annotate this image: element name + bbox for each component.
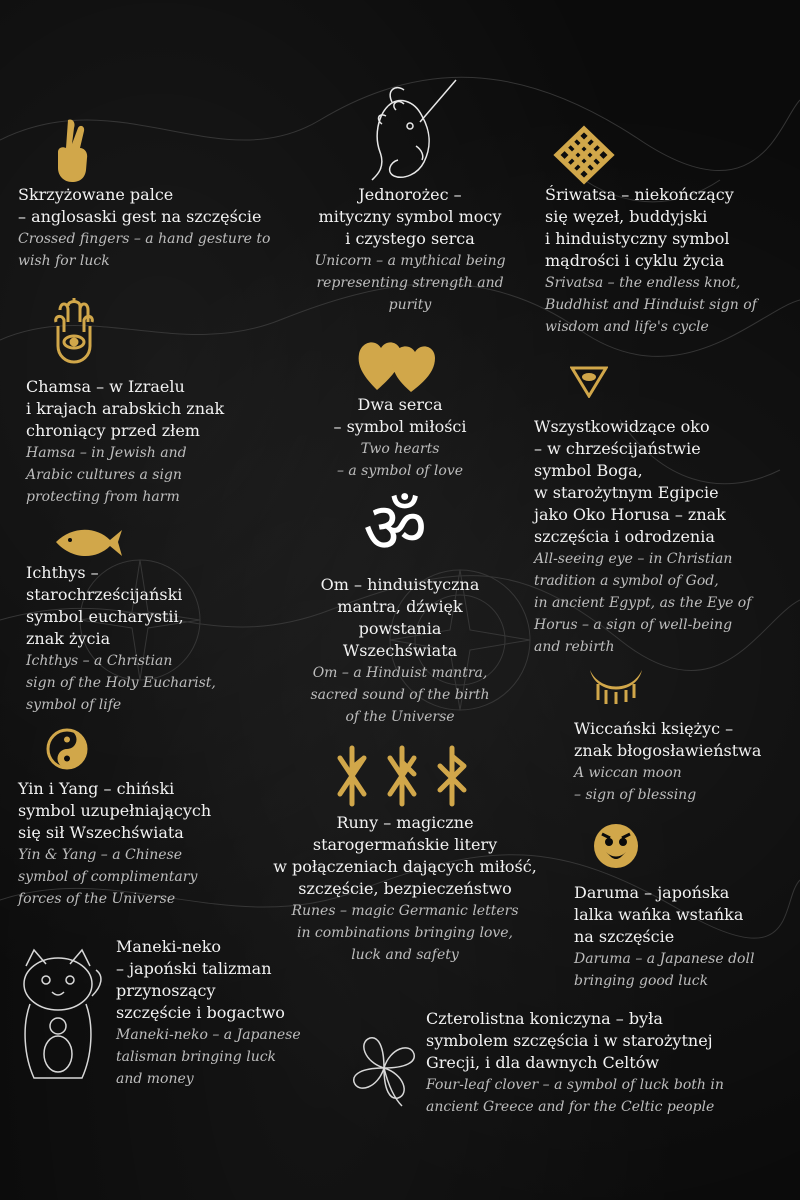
- wiccan-moon-english: A wiccan moon – sign of blessing: [574, 765, 697, 803]
- daruma-icon: [592, 822, 640, 870]
- crossed-fingers-polish: Skrzyżowane palce – anglosaski gest na szczęście: [18, 185, 262, 226]
- symbol-daruma: [574, 882, 794, 992]
- four-leaf-clover-english: Four-leaf clover – a symbol of luck both in ancient Greece and for the Celtic people: [426, 1077, 724, 1115]
- hamsa-polish: Chamsa – w Izraelu i krajach arabskich znak chroniący przed złem: [26, 377, 225, 440]
- unicorn-icon: [368, 76, 460, 186]
- symbol-crossed-fingers: [18, 184, 298, 272]
- runes-icon: [334, 744, 474, 808]
- all-seeing-eye-english: All-seeing eye – in Christian tradition a symbol of God, in ancient Egypt, as the Eye of Horus – a sign of well-being and rebirth: [534, 551, 752, 655]
- yin-yang-english: Yin & Yang – a Chinese symbol of complimentary forces of the Universe: [18, 847, 198, 907]
- unicorn-polish: Jednorożec – mityczny symbol mocy i czystego serca: [318, 185, 502, 248]
- symbol-hamsa: [26, 376, 276, 508]
- symbol-wiccan-moon: [574, 718, 800, 806]
- symbol-srivatsa: [545, 184, 795, 338]
- yin-yang-polish: Yin i Yang – chiński symbol uzupełniających się sił Wszechświata: [18, 779, 212, 842]
- om-polish: Om – hinduistyczna mantra, dźwięk powstania Wszechświata: [320, 575, 480, 660]
- moon-icon: [588, 666, 644, 706]
- om-icon: ॐ: [363, 487, 427, 569]
- symbol-all-seeing-eye: [534, 416, 796, 658]
- unicorn-english: Unicorn – a mythical being representing strength and purity: [314, 253, 506, 313]
- endless-knot-icon: [553, 125, 615, 185]
- ichthys-english: Ichthys – a Christian sign of the Holy Eucharist, symbol of life: [26, 653, 216, 713]
- symbol-maneki-neko: [116, 936, 336, 1090]
- wiccan-moon-polish: Wiccański księżyc – znak błogosławieństwa: [574, 719, 762, 760]
- hamsa-icon: [50, 296, 98, 368]
- srivatsa-english: Srivatsa – the endless knot, Buddhist and Hinduist sign of wisdom and life's cycle: [545, 275, 757, 335]
- crossed-fingers-icon: [54, 118, 90, 184]
- symbol-two-hearts: [300, 394, 500, 482]
- lucky-cat-icon: [8, 946, 108, 1086]
- symbol-unicorn: [285, 184, 535, 316]
- symbol-four-leaf-clover: [426, 1008, 798, 1118]
- yin-yang-icon: [46, 728, 88, 770]
- symbol-yin-yang: [18, 778, 268, 910]
- clover-icon: [344, 1028, 424, 1108]
- daruma-english: Daruma – a Japanese doll bringing good luck: [574, 951, 755, 989]
- crossed-fingers-english: Crossed fingers – a hand gesture to wish for luck: [18, 231, 271, 269]
- four-leaf-clover-polish: Czterolistna koniczyna – była symbolem szczęścia i w starożytnej Grecji, i dla dawnych Celtów: [426, 1009, 713, 1072]
- symbol-om: [290, 574, 510, 728]
- hamsa-english: Hamsa – in Jewish and Arabic cultures a sign protecting from harm: [26, 445, 187, 505]
- all-seeing-eye-icon: [570, 366, 608, 398]
- two-hearts-polish: Dwa serca – symbol miłości: [333, 395, 467, 436]
- symbol-ichthys: [26, 562, 256, 716]
- runes-polish: Runy – magiczne starogermańskie litery w połączeniach dających miłość, szczęście, bezpieczeństwo: [273, 813, 537, 898]
- om-english: Om – a Hinduist mantra, sacred sound of the birth of the Universe: [310, 665, 490, 725]
- daruma-polish: Daruma – japońska lalka wańka wstańka na szczęście: [574, 883, 744, 946]
- ichthys-polish: Ichthys – starochrześcijański symbol eucharystii, znak życia: [26, 563, 184, 648]
- all-seeing-eye-polish: Wszystkowidzące oko – w chrześcijaństwie symbol Boga, w starożytnym Egipcie jako Oko Horusa – znak szczęścia i odrodzenia: [534, 417, 726, 546]
- two-hearts-icon: [355, 334, 439, 394]
- fish-icon: [52, 528, 124, 558]
- maneki-neko-english: Maneki-neko – a Japanese talisman bringing luck and money: [116, 1027, 301, 1087]
- srivatsa-polish: Śriwatsa – niekończący się węzeł, buddyjski i hinduistyczny symbol mądrości i cyklu życia: [545, 185, 734, 270]
- runes-english: Runes – magic Germanic letters in combinations bringing love, luck and safety: [291, 903, 519, 963]
- two-hearts-english: Two hearts – a symbol of love: [336, 441, 464, 479]
- maneki-neko-polish: Maneki-neko – japoński talizman przynoszący szczęście i bogactwo: [116, 937, 285, 1022]
